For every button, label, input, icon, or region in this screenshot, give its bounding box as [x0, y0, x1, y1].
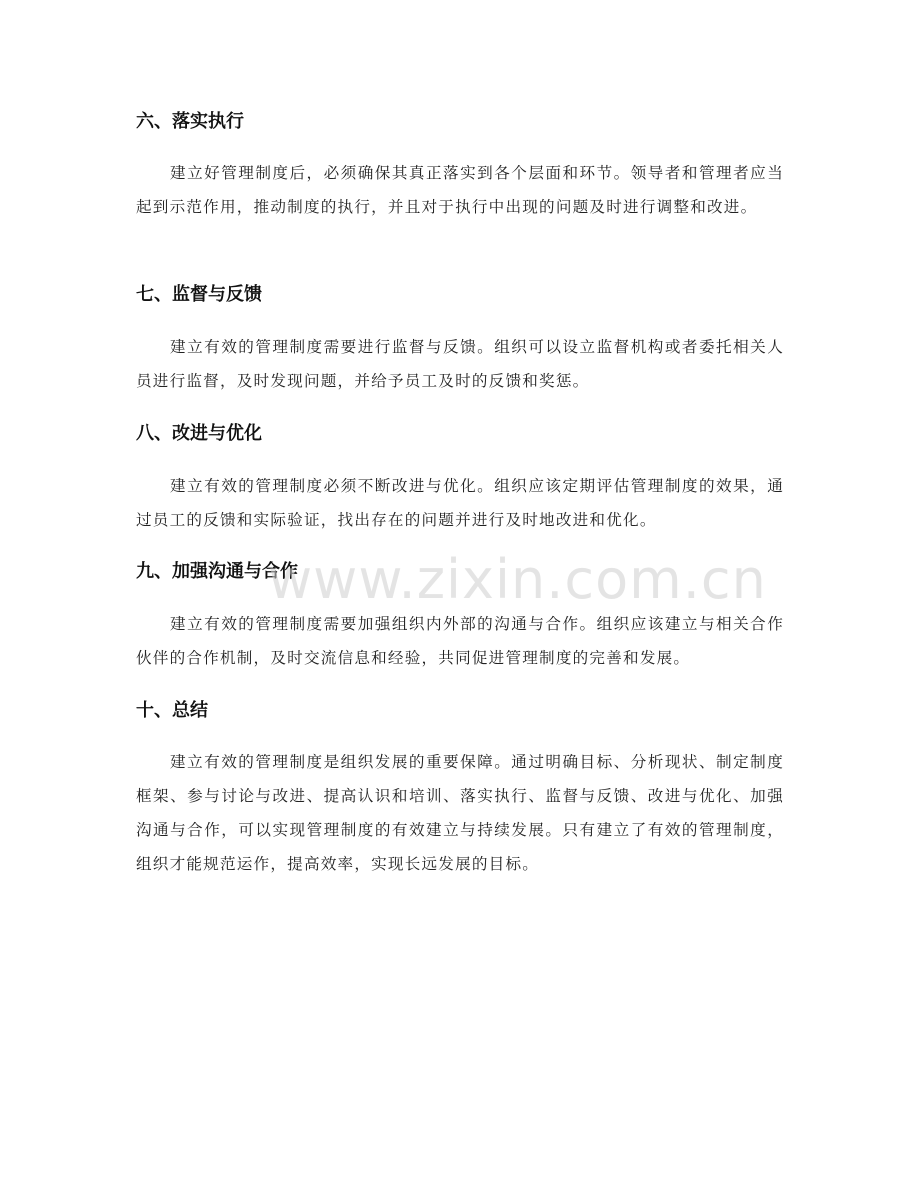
section-heading-10: 十、总结 [136, 700, 208, 721]
section-body-10: 建立有效的管理制度是组织发展的重要保障。通过明确目标、分析现状、制定制度框架、参与讨论与改进、提高认识和培训、落实执行、监督与反馈、改进与优化、加强沟通与合作，可以实现管理制度的有效建立与持续发展。只有建立了有效的管理制度，组织才能规范运作，提高效率，实现长远发展的目标。 [136, 753, 784, 873]
section-heading-7: 七、监督与反馈 [136, 284, 262, 305]
section-heading-8: 八、改进与优化 [136, 423, 262, 444]
watermark: www.zixin.com.cn [268, 548, 767, 611]
section-body-7: 建立有效的管理制度需要进行监督与反馈。组织可以设立监督机构或者委托相关人员进行监督，及时发现问题，并给予员工及时的反馈和奖惩。 [136, 338, 784, 390]
section-heading-6: 六、落实执行 [136, 111, 244, 132]
section-body-8: 建立有效的管理制度必须不断改进与优化。组织应该定期评估管理制度的效果，通过员工的反馈和实际验证，找出存在的问题并进行及时地改进和优化。 [136, 477, 784, 529]
section-heading-9: 九、加强沟通与合作 [136, 561, 298, 582]
section-body-9: 建立有效的管理制度需要加强组织内外部的沟通与合作。组织应该建立与相关合作伙伴的合作机制，及时交流信息和经验，共同促进管理制度的完善和发展。 [136, 615, 784, 667]
section-body-6: 建立好管理制度后，必须确保其真正落实到各个层面和环节。领导者和管理者应当起到示范作用，推动制度的执行，并且对于执行中出现的问题及时进行调整和改进。 [136, 164, 784, 216]
